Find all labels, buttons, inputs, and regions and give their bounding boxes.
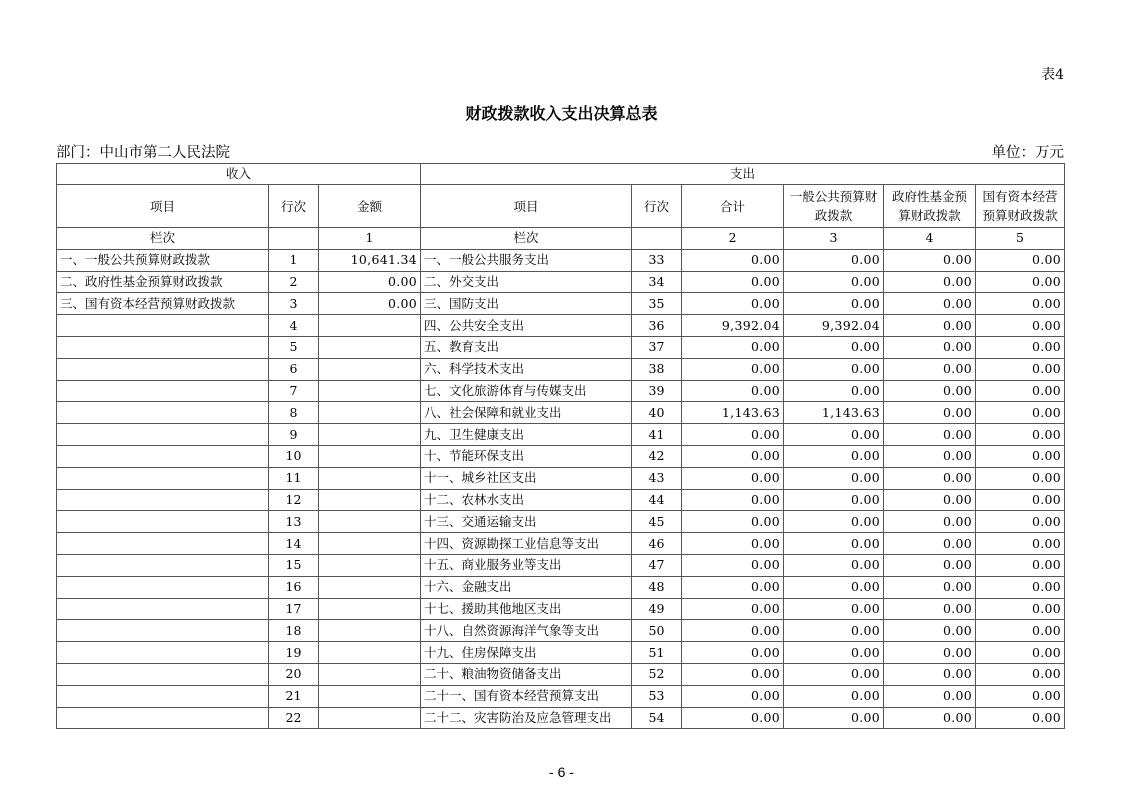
- income-line-cell: 15: [269, 554, 319, 576]
- income-item-cell: [57, 445, 269, 467]
- index-expense-total: 2: [682, 228, 784, 250]
- expense-state-cell: 0.00: [976, 511, 1065, 533]
- expense-general-cell: 0.00: [784, 358, 884, 380]
- expense-item-cell: 十六、金融支出: [421, 576, 632, 598]
- income-item-cell: [57, 707, 269, 729]
- expense-line-cell: 54: [632, 707, 682, 729]
- income-amount-cell: [319, 336, 421, 358]
- income-line-cell: 5: [269, 336, 319, 358]
- income-line-cell: 21: [269, 685, 319, 707]
- expense-state-cell: 0.00: [976, 554, 1065, 576]
- expense-line-cell: 36: [632, 315, 682, 337]
- income-line-cell: 11: [269, 467, 319, 489]
- expense-total-cell: 0.00: [682, 663, 784, 685]
- expense-state-cell: 0.00: [976, 380, 1065, 402]
- expense-general-cell: 0.00: [784, 467, 884, 489]
- expense-state-cell: 0.00: [976, 336, 1065, 358]
- expense-fund-cell: 0.00: [884, 707, 976, 729]
- expense-total-cell: 0.00: [682, 598, 784, 620]
- income-line-cell: 8: [269, 402, 319, 424]
- table-row: [57, 663, 1065, 685]
- expense-state-cell: 0.00: [976, 271, 1065, 293]
- income-line-cell: 13: [269, 511, 319, 533]
- expense-state-cell: 0.00: [976, 620, 1065, 642]
- expense-general-cell: 0.00: [784, 293, 884, 315]
- income-item-cell: [57, 315, 269, 337]
- expense-total-cell: 0.00: [682, 620, 784, 642]
- income-amount-cell: [319, 533, 421, 555]
- expense-fund-cell: 0.00: [884, 663, 976, 685]
- expense-general-cell: 0.00: [784, 336, 884, 358]
- table-row: [57, 336, 1065, 358]
- income-item-cell: 一、一般公共预算财政拨款: [57, 249, 269, 271]
- section-header-row: [57, 164, 1065, 185]
- expense-state-cell: 0.00: [976, 402, 1065, 424]
- expense-item-cell: 十三、交通运输支出: [421, 511, 632, 533]
- expense-fund-cell: 0.00: [884, 554, 976, 576]
- expense-line-cell: 35: [632, 293, 682, 315]
- expense-item-cell: 一、一般公共服务支出: [421, 249, 632, 271]
- expense-state-cell: 0.00: [976, 663, 1065, 685]
- table-row: [57, 424, 1065, 446]
- expense-general-cell: 0.00: [784, 642, 884, 664]
- expense-total-cell: 0.00: [682, 489, 784, 511]
- expense-general-cell: 0.00: [784, 445, 884, 467]
- income-item-cell: [57, 598, 269, 620]
- income-section-header: 收入: [57, 164, 421, 185]
- income-line-cell: 18: [269, 620, 319, 642]
- expense-line-cell: 45: [632, 511, 682, 533]
- expense-general-cell: 9,392.04: [784, 315, 884, 337]
- income-amount-cell: [319, 576, 421, 598]
- index-income-label: 栏次: [57, 228, 269, 250]
- index-income-line: [269, 228, 319, 250]
- income-amount-cell: 0.00: [319, 271, 421, 293]
- table-row: [57, 249, 1065, 271]
- expense-item-cell: 十七、援助其他地区支出: [421, 598, 632, 620]
- income-line-cell: 12: [269, 489, 319, 511]
- expense-general-cell: 0.00: [784, 707, 884, 729]
- income-amount-cell: [319, 424, 421, 446]
- income-amount-cell: [319, 380, 421, 402]
- table-row: [57, 467, 1065, 489]
- expense-item-cell: 四、公共安全支出: [421, 315, 632, 337]
- expense-item-cell: 三、国防支出: [421, 293, 632, 315]
- income-line-cell: 9: [269, 424, 319, 446]
- income-amount-cell: [319, 445, 421, 467]
- income-amount-cell: [319, 642, 421, 664]
- income-line-cell: 16: [269, 576, 319, 598]
- income-line-cell: 7: [269, 380, 319, 402]
- header-expense-total: 合计: [682, 185, 784, 228]
- income-line-cell: 6: [269, 358, 319, 380]
- income-item-cell: [57, 467, 269, 489]
- expense-line-cell: 53: [632, 685, 682, 707]
- income-item-cell: [57, 685, 269, 707]
- column-header-row: [57, 185, 1065, 228]
- expense-line-cell: 48: [632, 576, 682, 598]
- expense-fund-cell: 0.00: [884, 598, 976, 620]
- fiscal-appropriation-table: [56, 163, 1065, 729]
- income-item-cell: [57, 511, 269, 533]
- expense-fund-cell: 0.00: [884, 642, 976, 664]
- expense-item-cell: 十、节能环保支出: [421, 445, 632, 467]
- expense-line-cell: 51: [632, 642, 682, 664]
- expense-total-cell: 0.00: [682, 380, 784, 402]
- expense-fund-cell: 0.00: [884, 620, 976, 642]
- income-amount-cell: 0.00: [319, 293, 421, 315]
- expense-line-cell: 49: [632, 598, 682, 620]
- expense-total-cell: 0.00: [682, 511, 784, 533]
- income-item-cell: [57, 554, 269, 576]
- expense-fund-cell: 0.00: [884, 293, 976, 315]
- table-row: [57, 685, 1065, 707]
- expense-general-cell: 0.00: [784, 489, 884, 511]
- expense-fund-cell: 0.00: [884, 336, 976, 358]
- expense-fund-cell: 0.00: [884, 315, 976, 337]
- expense-general-cell: 0.00: [784, 533, 884, 555]
- income-item-cell: [57, 489, 269, 511]
- expense-fund-cell: 0.00: [884, 533, 976, 555]
- expense-state-cell: 0.00: [976, 315, 1065, 337]
- income-item-cell: [57, 620, 269, 642]
- income-amount-cell: [319, 315, 421, 337]
- income-amount-cell: [319, 511, 421, 533]
- expense-general-cell: 1,143.63: [784, 402, 884, 424]
- header-expense-fund: 政府性基金预算财政拨款: [884, 185, 976, 228]
- income-line-cell: 19: [269, 642, 319, 664]
- expense-state-cell: 0.00: [976, 249, 1065, 271]
- expense-state-cell: 0.00: [976, 533, 1065, 555]
- income-line-cell: 10: [269, 445, 319, 467]
- table-row: [57, 293, 1065, 315]
- header-income-amount: 金额: [319, 185, 421, 228]
- expense-item-cell: 十一、城乡社区支出: [421, 467, 632, 489]
- income-amount-cell: [319, 554, 421, 576]
- expense-general-cell: 0.00: [784, 380, 884, 402]
- income-item-cell: [57, 576, 269, 598]
- expense-fund-cell: 0.00: [884, 511, 976, 533]
- expense-line-cell: 47: [632, 554, 682, 576]
- index-income-amount: 1: [319, 228, 421, 250]
- expense-item-cell: 十五、商业服务业等支出: [421, 554, 632, 576]
- expense-total-cell: 0.00: [682, 467, 784, 489]
- expense-line-cell: 42: [632, 445, 682, 467]
- department-label: 部门：中山市第二人民法院: [56, 145, 230, 161]
- income-amount-cell: [319, 663, 421, 685]
- expense-state-cell: 0.00: [976, 576, 1065, 598]
- expense-item-cell: 七、文化旅游体育与传媒支出: [421, 380, 632, 402]
- table-row: [57, 533, 1065, 555]
- table-row: [57, 315, 1065, 337]
- expense-total-cell: 0.00: [682, 293, 784, 315]
- expense-total-cell: 0.00: [682, 554, 784, 576]
- table-row: [57, 598, 1065, 620]
- expense-item-cell: 五、教育支出: [421, 336, 632, 358]
- expense-item-cell: 十二、农林水支出: [421, 489, 632, 511]
- table-row: [57, 554, 1065, 576]
- expense-general-cell: 0.00: [784, 249, 884, 271]
- expense-line-cell: 46: [632, 533, 682, 555]
- expense-item-cell: 六、科学技术支出: [421, 358, 632, 380]
- expense-total-cell: 0.00: [682, 358, 784, 380]
- unit-label: 单位：万元: [991, 145, 1064, 161]
- expense-general-cell: 0.00: [784, 424, 884, 446]
- index-expense-state: 5: [976, 228, 1065, 250]
- header-expense-general: 一般公共预算财政拨款: [784, 185, 884, 228]
- expense-general-cell: 0.00: [784, 554, 884, 576]
- expense-state-cell: 0.00: [976, 642, 1065, 664]
- expense-item-cell: 十四、资源勘探工业信息等支出: [421, 533, 632, 555]
- income-line-cell: 1: [269, 249, 319, 271]
- income-amount-cell: [319, 707, 421, 729]
- expense-line-cell: 39: [632, 380, 682, 402]
- expense-general-cell: 0.00: [784, 271, 884, 293]
- income-line-cell: 20: [269, 663, 319, 685]
- table-row: [57, 271, 1065, 293]
- index-expense-line: [632, 228, 682, 250]
- expense-total-cell: 1,143.63: [682, 402, 784, 424]
- income-item-cell: [57, 533, 269, 555]
- table-row: [57, 511, 1065, 533]
- income-amount-cell: 10,641.34: [319, 249, 421, 271]
- income-amount-cell: [319, 598, 421, 620]
- income-amount-cell: [319, 489, 421, 511]
- expense-state-cell: 0.00: [976, 358, 1065, 380]
- header-income-item: 项目: [57, 185, 269, 228]
- income-amount-cell: [319, 467, 421, 489]
- expense-total-cell: 0.00: [682, 576, 784, 598]
- table-row: [57, 576, 1065, 598]
- income-amount-cell: [319, 358, 421, 380]
- income-amount-cell: [319, 620, 421, 642]
- income-amount-cell: [319, 685, 421, 707]
- expense-fund-cell: 0.00: [884, 467, 976, 489]
- expense-fund-cell: 0.00: [884, 576, 976, 598]
- expense-general-cell: 0.00: [784, 685, 884, 707]
- expense-item-cell: 二十二、灾害防治及应急管理支出: [421, 707, 632, 729]
- table-row: [57, 380, 1065, 402]
- expense-line-cell: 44: [632, 489, 682, 511]
- expense-line-cell: 41: [632, 424, 682, 446]
- expense-total-cell: 0.00: [682, 336, 784, 358]
- header-expense-line: 行次: [632, 185, 682, 228]
- expense-state-cell: 0.00: [976, 424, 1065, 446]
- index-expense-label: 栏次: [421, 228, 632, 250]
- expense-line-cell: 37: [632, 336, 682, 358]
- header-expense-item: 项目: [421, 185, 632, 228]
- table-row: [57, 707, 1065, 729]
- index-expense-general: 3: [784, 228, 884, 250]
- expense-state-cell: 0.00: [976, 293, 1065, 315]
- table-row: [57, 358, 1065, 380]
- expense-general-cell: 0.00: [784, 598, 884, 620]
- expense-total-cell: 0.00: [682, 533, 784, 555]
- income-item-cell: [57, 358, 269, 380]
- income-item-cell: [57, 402, 269, 424]
- expense-state-cell: 0.00: [976, 467, 1065, 489]
- header-expense-state: 国有资本经营预算财政拨款: [976, 185, 1065, 228]
- expense-total-cell: 0.00: [682, 424, 784, 446]
- income-item-cell: 三、国有资本经营预算财政拨款: [57, 293, 269, 315]
- expense-total-cell: 0.00: [682, 271, 784, 293]
- column-index-row: [57, 228, 1065, 250]
- table-row: [57, 402, 1065, 424]
- expense-general-cell: 0.00: [784, 576, 884, 598]
- index-expense-fund: 4: [884, 228, 976, 250]
- expense-item-cell: 十八、自然资源海洋气象等支出: [421, 620, 632, 642]
- expense-fund-cell: 0.00: [884, 489, 976, 511]
- expense-general-cell: 0.00: [784, 620, 884, 642]
- table-number-label: 表4: [1041, 67, 1064, 83]
- expense-item-cell: 九、卫生健康支出: [421, 424, 632, 446]
- header-income-line: 行次: [269, 185, 319, 228]
- expense-fund-cell: 0.00: [884, 424, 976, 446]
- expense-line-cell: 50: [632, 620, 682, 642]
- expense-total-cell: 0.00: [682, 642, 784, 664]
- table-row: [57, 445, 1065, 467]
- expense-total-cell: 0.00: [682, 249, 784, 271]
- expense-item-cell: 八、社会保障和就业支出: [421, 402, 632, 424]
- expense-section-header: 支出: [421, 164, 1065, 185]
- expense-item-cell: 二十、粮油物资储备支出: [421, 663, 632, 685]
- expense-total-cell: 0.00: [682, 685, 784, 707]
- expense-line-cell: 38: [632, 358, 682, 380]
- document-title: 财政拨款收入支出决算总表: [465, 104, 658, 123]
- expense-state-cell: 0.00: [976, 489, 1065, 511]
- income-item-cell: [57, 380, 269, 402]
- income-line-cell: 17: [269, 598, 319, 620]
- expense-state-cell: 0.00: [976, 598, 1065, 620]
- income-line-cell: 14: [269, 533, 319, 555]
- expense-line-cell: 40: [632, 402, 682, 424]
- income-item-cell: [57, 642, 269, 664]
- expense-general-cell: 0.00: [784, 511, 884, 533]
- expense-fund-cell: 0.00: [884, 380, 976, 402]
- expense-fund-cell: 0.00: [884, 445, 976, 467]
- expense-item-cell: 二、外交支出: [421, 271, 632, 293]
- expense-line-cell: 52: [632, 663, 682, 685]
- income-amount-cell: [319, 402, 421, 424]
- income-item-cell: [57, 663, 269, 685]
- income-line-cell: 2: [269, 271, 319, 293]
- income-line-cell: 22: [269, 707, 319, 729]
- expense-general-cell: 0.00: [784, 663, 884, 685]
- expense-fund-cell: 0.00: [884, 402, 976, 424]
- table-row: [57, 489, 1065, 511]
- expense-line-cell: 33: [632, 249, 682, 271]
- expense-fund-cell: 0.00: [884, 249, 976, 271]
- expense-total-cell: 0.00: [682, 445, 784, 467]
- income-item-cell: [57, 336, 269, 358]
- page-number: - 6 -: [549, 764, 574, 780]
- expense-state-cell: 0.00: [976, 707, 1065, 729]
- expense-fund-cell: 0.00: [884, 271, 976, 293]
- table-row: [57, 620, 1065, 642]
- expense-fund-cell: 0.00: [884, 685, 976, 707]
- expense-line-cell: 34: [632, 271, 682, 293]
- expense-state-cell: 0.00: [976, 445, 1065, 467]
- expense-item-cell: 二十一、国有资本经营预算支出: [421, 685, 632, 707]
- expense-item-cell: 十九、住房保障支出: [421, 642, 632, 664]
- expense-state-cell: 0.00: [976, 685, 1065, 707]
- expense-fund-cell: 0.00: [884, 358, 976, 380]
- table-row: [57, 642, 1065, 664]
- expense-line-cell: 43: [632, 467, 682, 489]
- income-line-cell: 4: [269, 315, 319, 337]
- expense-total-cell: 0.00: [682, 707, 784, 729]
- income-item-cell: 二、政府性基金预算财政拨款: [57, 271, 269, 293]
- income-item-cell: [57, 424, 269, 446]
- income-line-cell: 3: [269, 293, 319, 315]
- expense-total-cell: 9,392.04: [682, 315, 784, 337]
